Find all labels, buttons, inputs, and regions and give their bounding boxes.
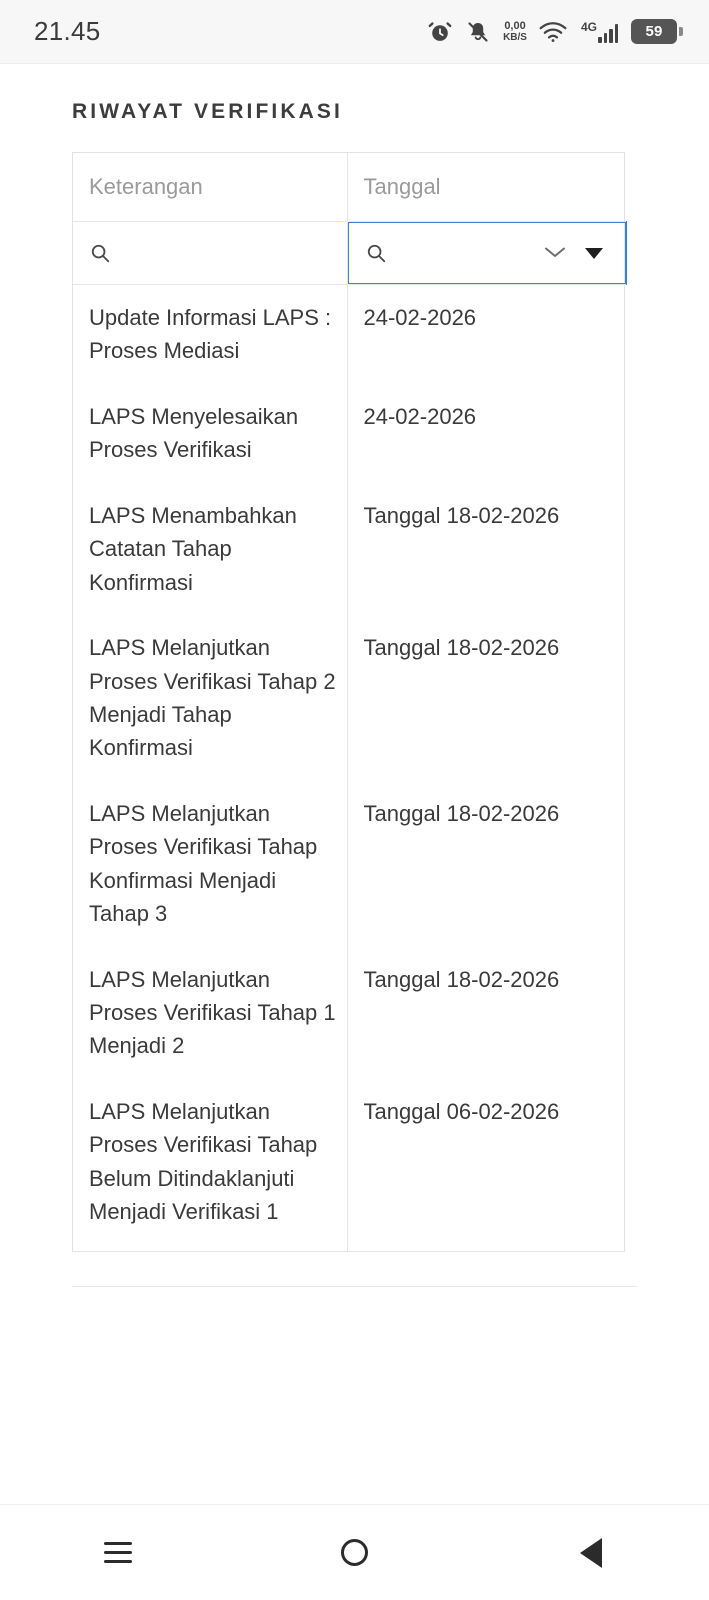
cell-keterangan: LAPS Menyelesaikan Proses Verifikasi [89, 403, 299, 463]
filter-input-tanggal[interactable] [395, 242, 530, 265]
cell-tanggal: Tanggal 18-02-2026 [347, 615, 626, 781]
cell-tanggal: Tanggal 18-02-2026 [347, 947, 626, 1079]
cell-tanggal: 24-02-2026 [347, 384, 626, 483]
cell-keterangan: LAPS Menambahkan Catatan Tahap Konfirmasi [89, 502, 297, 595]
signal-bars [598, 23, 618, 43]
filter-input-keterangan[interactable] [119, 242, 347, 265]
home-button[interactable] [309, 1518, 399, 1588]
table-row [73, 947, 626, 1079]
table-body [73, 285, 626, 1251]
search-icon [365, 242, 387, 264]
search-icon [89, 242, 111, 264]
status-bar [0, 0, 709, 64]
table-row [73, 285, 626, 384]
data-rate-unit: KB/S [503, 31, 527, 43]
table-row [73, 483, 626, 615]
section-divider [72, 1286, 637, 1287]
cell-tanggal: 24-02-2026 [347, 285, 626, 384]
back-triangle-icon [580, 1538, 602, 1568]
status-clock: 21.45 [34, 16, 101, 46]
status-icon-tray [427, 19, 683, 45]
cell-tanggal: Tanggal 18-02-2026 [347, 483, 626, 615]
signal-icon [581, 20, 618, 43]
battery-cap [679, 27, 683, 36]
battery-icon [631, 19, 683, 44]
cell-tanggal: Tanggal 18-02-2026 [347, 781, 626, 947]
chevron-down-icon[interactable] [537, 244, 573, 263]
cell-keterangan: LAPS Melanjutkan Proses Verifikasi Tahap Konfirmasi Menjadi Tahap 3 [89, 800, 318, 927]
dropdown-caret-icon[interactable] [585, 248, 603, 259]
riwayat-verifikasi-table [72, 152, 625, 1252]
data-rate-value: 0,00 [504, 19, 526, 32]
cell-keterangan: LAPS Melanjutkan Proses Verifikasi Tahap Belum Ditindaklanjuti Menjadi Verifikasi 1 [89, 1098, 318, 1225]
page-content [0, 100, 709, 1287]
recents-button[interactable] [73, 1518, 163, 1588]
filter-cell-keterangan[interactable] [73, 222, 347, 285]
cell-keterangan: Update Informasi LAPS : Proses Mediasi [89, 305, 332, 364]
menu-icon [104, 1542, 132, 1563]
column-header-tanggal: Tanggal [347, 153, 626, 222]
network-type-label: 4G [580, 20, 597, 34]
cell-tanggal: Tanggal 06-02-2026 [347, 1079, 626, 1251]
battery-level: 59 [631, 19, 677, 44]
table-row [73, 1079, 626, 1251]
column-header-keterangan: Keterangan [73, 153, 347, 222]
wifi-icon [538, 20, 568, 44]
page-title: RIWAYAT VERIFIKASI [72, 100, 343, 123]
table-row [73, 384, 626, 483]
cell-keterangan: LAPS Melanjutkan Proses Verifikasi Tahap 2 Menjadi Tahap Konfirmasi [89, 635, 336, 761]
table-row [73, 781, 626, 947]
circle-icon [341, 1539, 368, 1566]
table-header-row [73, 153, 626, 222]
mute-icon [466, 19, 490, 45]
filter-cell-tanggal[interactable] [347, 222, 626, 285]
alarm-icon [427, 19, 453, 45]
android-nav-bar [0, 1504, 709, 1600]
table-row [73, 615, 626, 781]
data-rate-icon [503, 21, 527, 43]
cell-keterangan: LAPS Melanjutkan Proses Verifikasi Tahap 1 Menjadi 2 [89, 966, 336, 1059]
back-button[interactable] [546, 1518, 636, 1588]
table-filter-row [73, 222, 626, 285]
